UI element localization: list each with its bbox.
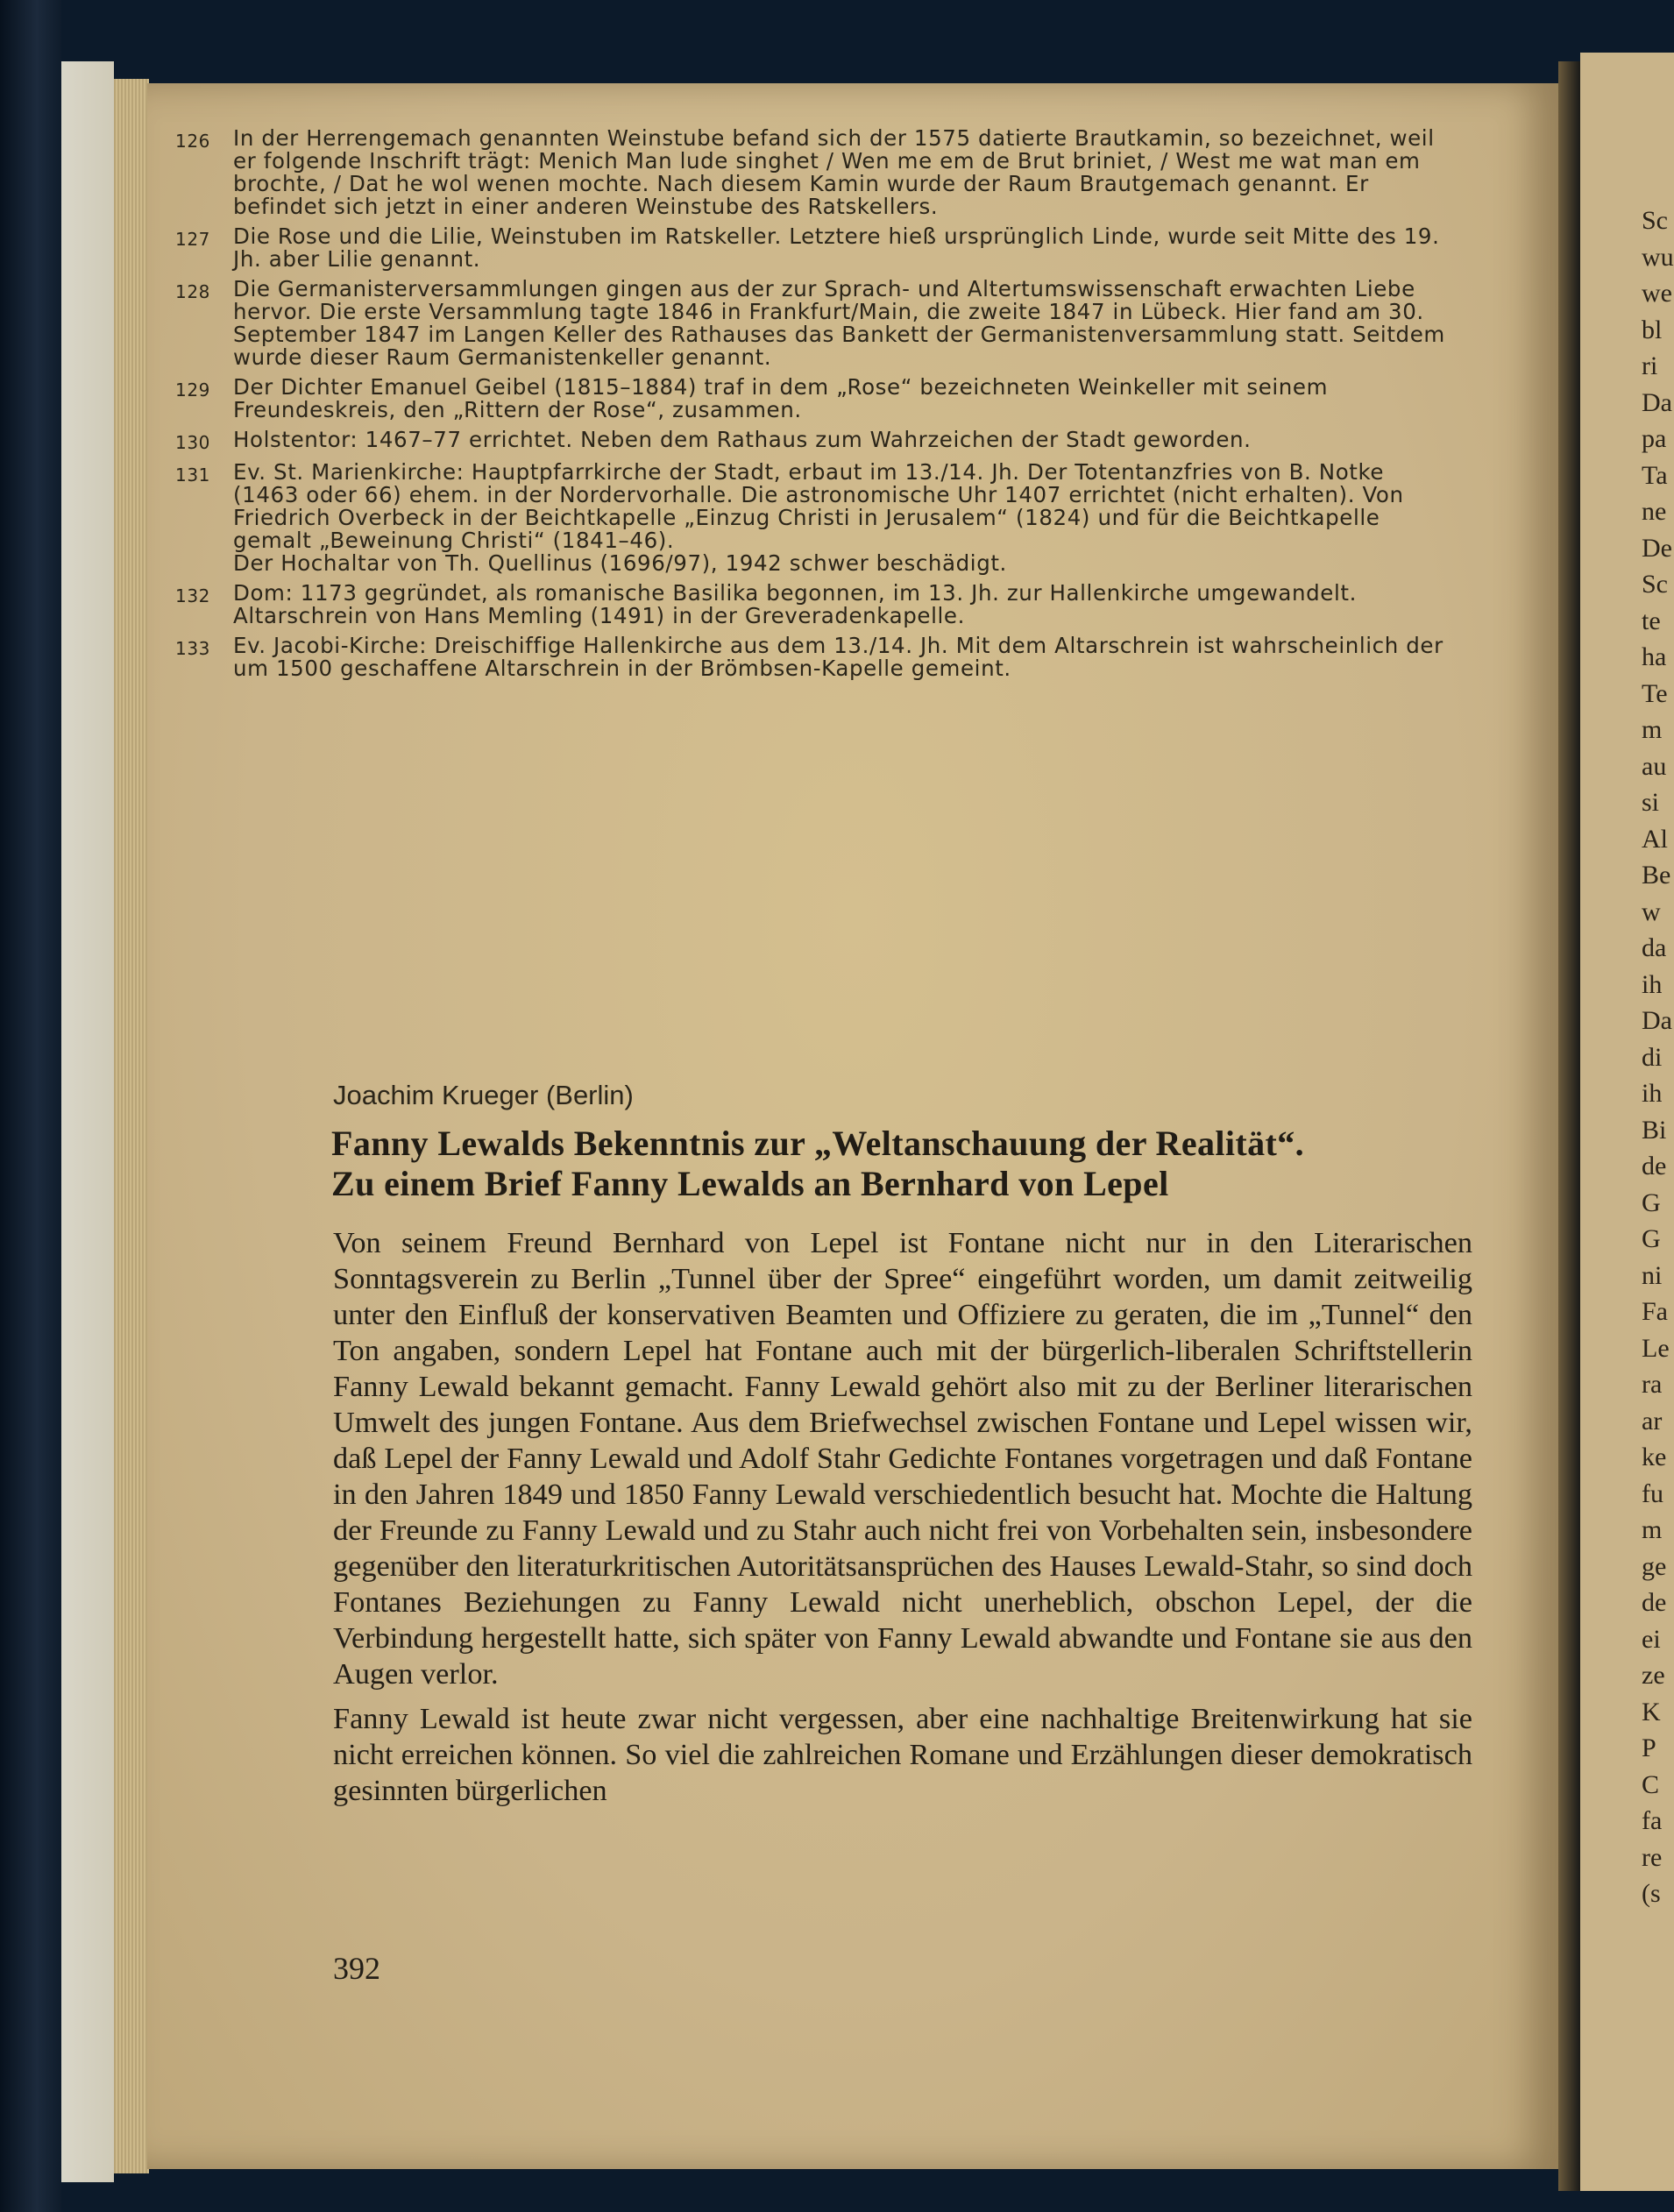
endnote — [175, 225, 1455, 271]
endnote-text: Ev. Jacobi-Kirche: Dreischiffige Hallenkirche aus dem 13./14. Jh. Mit dem Altarschrein ist wahrscheinlich der um 1500 geschaffene Altarschrein in der Brömbsen-Kapelle gemeint. — [233, 633, 1443, 681]
facing-page-fragment: ih — [1642, 1079, 1663, 1108]
facing-page-fragment: de — [1642, 1152, 1667, 1180]
endnote-number: 129 — [175, 379, 210, 401]
endnote — [175, 376, 1455, 422]
facing-page-fragment: G — [1642, 1224, 1661, 1253]
facing-page-fragment: ih — [1642, 969, 1663, 999]
endnote — [175, 582, 1455, 627]
endnote-text-block — [233, 461, 1455, 575]
endnote — [175, 429, 1455, 454]
facing-page-fragment: si — [1642, 788, 1660, 817]
page-edges — [114, 79, 149, 2173]
facing-page-fragment: ni — [1642, 1260, 1663, 1290]
facing-page-fragment: we — [1642, 279, 1672, 308]
facing-page-fragment: au — [1642, 751, 1667, 781]
endnote-text-extra: Der Hochaltar von Th. Quellinus (1696/97), 1942 schwer beschädigt. — [233, 550, 1007, 576]
endnote — [175, 635, 1455, 680]
facing-page-fragment: ke — [1642, 1443, 1667, 1471]
facing-page-fragment: re — [1642, 1842, 1663, 1872]
endpaper — [61, 61, 114, 2182]
facing-page-fragment: fu — [1642, 1478, 1663, 1508]
facing-page-fragment: ar — [1642, 1406, 1663, 1436]
facing-page-fragment: Bi — [1642, 1115, 1667, 1145]
facing-page-fragment: G — [1642, 1188, 1661, 1217]
endnote-number: 127 — [175, 229, 210, 250]
endnote-text: Ev. St. Marienkirche: Hauptpfarrkirche der Stadt, erbaut im 13./14. Jh. Der Totentanzfries von B. Notke (1463 oder 66) ehem. in der Nordervorhalle. Die astronomische Uhr 1407 errichtet (nicht erhalten). Von Friedrich Overbeck in der Beichtkapelle „Einzug Christi in Jerusalem“ (1824) und für die Beichtkapelle gemalt „Beweinung Christi“ (1841–46). — [233, 459, 1404, 553]
facing-page-fragment: w — [1642, 897, 1661, 926]
facing-page-fragment: (s — [1642, 1879, 1661, 1908]
endnotes — [175, 127, 1455, 687]
facing-page-fragment: ne — [1642, 497, 1667, 526]
facing-page-fragment: Da — [1642, 387, 1672, 417]
endnote-number: 131 — [175, 464, 210, 486]
book-cover-edge — [0, 0, 61, 2212]
endnote — [175, 461, 1455, 575]
facing-page-fragment: Be — [1642, 861, 1671, 890]
facing-page — [1580, 53, 1674, 2191]
facing-page-fragment: m — [1642, 715, 1663, 744]
facing-page-fragment: ha — [1642, 642, 1667, 671]
facing-page-fragment: Te — [1642, 678, 1668, 708]
article-title-line1: Fanny Lewalds Bekenntnis zur „Weltanschauung der Realität“. — [331, 1124, 1305, 1163]
facing-page-fragment: Al — [1642, 824, 1668, 854]
facing-page-fragment: ri — [1642, 351, 1658, 380]
facing-page-fragment: de — [1642, 1588, 1667, 1617]
article-body — [333, 1225, 1472, 1818]
facing-page-fragment: Ta — [1642, 460, 1668, 490]
facing-page-fragment: m — [1642, 1515, 1663, 1544]
facing-page-fragment: wu — [1642, 242, 1674, 272]
facing-page-fragment: De — [1642, 533, 1672, 563]
facing-page-fragment: fa — [1642, 1806, 1663, 1835]
endnote-number: 126 — [175, 131, 210, 152]
facing-page-fragment: Da — [1642, 1006, 1672, 1035]
endnote-text: Der Dichter Emanuel Geibel (1815–1884) traf in dem „Rose“ bezeichneten Weinkeller mit seinem Freundeskreis, den „Rittern der Rose“, zusammen. — [233, 374, 1329, 422]
endnote-text: Dom: 1173 gegründet, als romanische Basilika begonnen, im 13. Jh. zur Hallenkirche umgewandelt. Altarschrein von Hans Memling (1491) in der Greveradenkapelle. — [233, 580, 1357, 628]
facing-page-fragment: Sc — [1642, 206, 1668, 235]
facing-page-fragment: ze — [1642, 1661, 1665, 1690]
facing-page-fragment: pa — [1642, 424, 1667, 453]
facing-page-fragment: P — [1642, 1733, 1656, 1762]
page-number: 392 — [333, 1951, 380, 1986]
article-title — [331, 1124, 1488, 1204]
facing-page-fragment: bl — [1642, 315, 1663, 344]
endnote — [175, 278, 1455, 369]
endnote-text: Die Germanisterversammlungen gingen aus der zur Sprach- und Altertumswissenschaft erwachten Liebe hervor. Die erste Versammlung tagte 1846 in Frankfurt/Main, die zweite 1847 in Lübeck. Hier fand am 30. September 1847 im Langen Keller des Rathauses das Bankett der Germanistenversammlung statt. Seitdem wurde dieser Raum Germanistenkeller genannt. — [233, 276, 1445, 370]
endnote — [175, 127, 1455, 218]
book-gutter — [1558, 61, 1580, 2191]
facing-page-fragment: ra — [1642, 1370, 1663, 1399]
facing-page-fragment: da — [1642, 933, 1667, 962]
facing-page-fragment: Fa — [1642, 1297, 1668, 1326]
article-paragraph: Von seinem Freund Bernhard von Lepel ist Fontane nicht nur in den Literarischen Sonntagsverein zu Berlin „Tunnel über der Spree“ eingeführt worden, um damit zeitweilig unter den Einfluß der konservativen Beamten und Offiziere zu geraten, die im „Tunnel“ den Ton angaben, sondern Lepel hat Fontane auch mit der bürgerlich-liberalen Schriftstellerin Fanny Lewald bekannt gemacht. Fanny Lewald gehört also mit zu der Berliner literarischen Umwelt des jungen Fontane. Aus dem Briefwechsel zwischen Fontane und Lepel wissen wir, daß Lepel der Fanny Lewald und Adolf Stahr Gedichte Fontanes vorgetragen und daß Fontane in den Jahren 1849 und 1850 Fanny Lewald verschiedentlich besucht hat. Mochte die Haltung der Freunde zu Fanny Lewald und zu Stahr auch nicht frei von Vorbehalten sein, insbesondere gegenüber den literaturkritischen Autoritätsansprüchen des Hauses Lewald-Stahr, so sind doch Fontanes Beziehungen zu Fanny Lewald nicht unerheblich, obschon Lepel, der die Verbindung hergestellt hatte, sich später von Fanny Lewald abwandte und Fontane sie aus den Augen verlor. — [333, 1226, 1472, 1691]
facing-page-fragment: di — [1642, 1042, 1663, 1072]
endnote-number: 128 — [175, 281, 210, 302]
facing-page-fragment: C — [1642, 1769, 1660, 1799]
article-author: Joachim Krueger (Berlin) — [333, 1080, 634, 1110]
endnote-number: 132 — [175, 585, 210, 606]
facing-page-fragment: Sc — [1642, 570, 1668, 599]
endnote-text: In der Herrengemach genannten Weinstube befand sich der 1575 datierte Brautkamin, so bezeichnet, weil er folgende Inschrift trägt: Menich Man lude singhet / Wen me em de Brut briniet, / West me wat man em brochte, / Dat he wol wenen mochte. Nach diesem Kamin wurde der Raum Brautgemach genannt. Er befindet sich jetzt in einer anderen Weinstube des Ratskellers. — [233, 125, 1435, 219]
facing-page-fragment: ei — [1642, 1624, 1661, 1654]
endnote-text: Die Rose und die Lilie, Weinstuben im Ratskeller. Letztere hieß ursprünglich Linde, wurde seit Mitte des 19. Jh. aber Lilie genannt. — [233, 223, 1440, 272]
endnote-text: Holstentor: 1467–77 errichtet. Neben dem Rathaus zum Wahrzeichen der Stadt geworden. — [233, 427, 1252, 452]
endnote-number: 133 — [175, 638, 210, 659]
endnote-number: 130 — [175, 432, 210, 453]
facing-page-fragment: te — [1642, 606, 1661, 635]
article-title-line2: Zu einem Brief Fanny Lewalds an Bernhard von Lepel — [331, 1164, 1169, 1203]
facing-page-fragment: Le — [1642, 1333, 1670, 1363]
article-paragraph: Fanny Lewald ist heute zwar nicht vergessen, aber eine nachhaltige Breitenwirkung hat sie nicht erreichen können. So viel die zahlreichen Romane und Erzählungen dieser demokratisch gesinnten bürgerlichen — [333, 1702, 1472, 1807]
facing-page-fragment: K — [1642, 1697, 1661, 1726]
facing-page-fragment: ge — [1642, 1551, 1667, 1581]
